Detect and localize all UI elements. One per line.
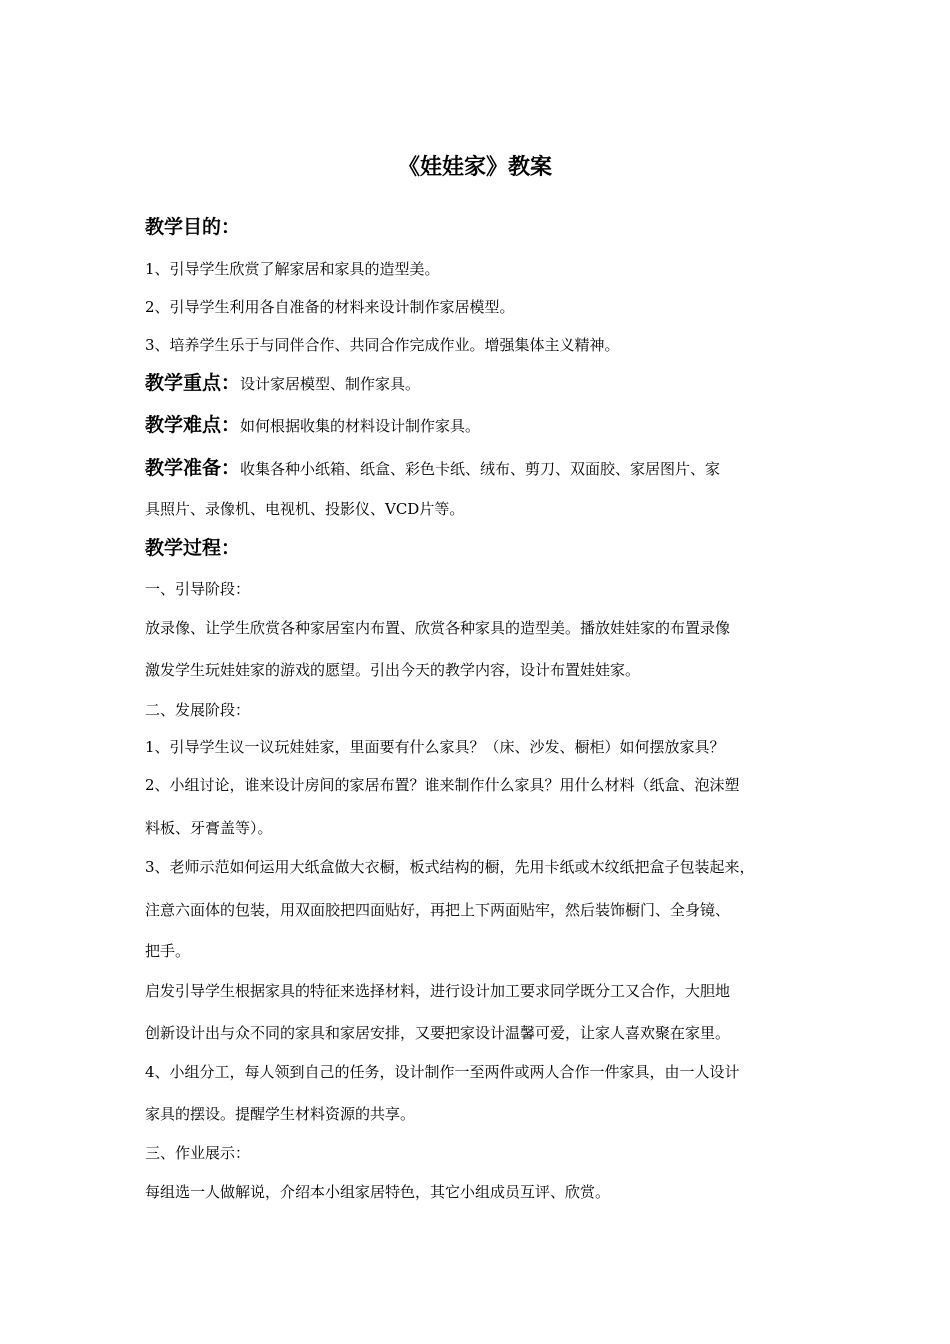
document-title: 《娃娃家》教案 bbox=[397, 155, 552, 180]
difficulty-text: 如何根据收集的材料设计制作家具。 bbox=[240, 417, 481, 435]
difficulty-heading: 教学难点： bbox=[145, 414, 241, 436]
key-point-text: 设计家居模型、制作家具。 bbox=[240, 375, 421, 393]
stage2-line-5: 注意六面体的包装，用双面胶把四面贴好，再把上下两面贴牢，然后装饰橱门、全身镜、 bbox=[145, 901, 731, 919]
objective-item-2: 2、引导学生利用各自准备的材料来设计制作家居模型。 bbox=[145, 298, 515, 316]
stage2-line-7: 启发引导学生根据家具的特征来选择材料，进行设计加工要求同学既分工又合作，大胆地 bbox=[145, 982, 731, 1000]
stage2-line-6: 把手。 bbox=[145, 942, 191, 960]
stage2-line-1: 1、引导学生议一议玩娃娃家，里面要有什么家具？（床、沙发、橱柜）如何摆放家具？ bbox=[145, 738, 725, 756]
stage2-line-9: 4、小组分工，每人领到自己的任务，设计制作一至两件或两人合作一件家具，由一人设计 bbox=[145, 1063, 740, 1081]
objective-item-1: 1、引导学生欣赏了解家居和家具的造型美。 bbox=[145, 260, 440, 278]
stage2-line-8: 创新设计出与众不同的家具和家居安排，又要把家设计温馨可爱，让家人喜欢聚在家里。 bbox=[145, 1024, 731, 1042]
stage2-title: 二、发展阶段： bbox=[145, 701, 251, 719]
stage3-title: 三、作业展示： bbox=[145, 1144, 251, 1162]
key-point-row bbox=[145, 373, 420, 394]
preparation-row bbox=[145, 458, 720, 479]
objectives-heading: 教学目的： bbox=[145, 216, 241, 238]
stage1-line-1: 放录像、让学生欣赏各种家居室内布置、欣赏各种家具的造型美。播放娃娃家的布置录像 bbox=[145, 619, 731, 637]
objective-item-3: 3、培养学生乐于与同伴合作、共同合作完成作业。增强集体主义精神。 bbox=[145, 336, 620, 354]
stage1-title: 一、引导阶段： bbox=[145, 580, 251, 598]
preparation-heading: 教学准备： bbox=[145, 457, 241, 479]
preparation-text-line1: 收集各种小纸箱、纸盒、彩色卡纸、绒布、剪刀、双面胶、家居图片、家 bbox=[240, 460, 721, 478]
process-heading: 教学过程： bbox=[145, 537, 241, 559]
stage2-line-4: 3、老师示范如何运用大纸盒做大衣橱，板式结构的橱，先用卡纸或木纹纸把盒子包装起来， bbox=[145, 858, 755, 876]
key-point-heading: 教学重点： bbox=[145, 372, 241, 394]
stage2-line-10: 家具的摆设。提醒学生材料资源的共享。 bbox=[145, 1105, 416, 1123]
stage2-line-2: 2、小组讨论，谁来设计房间的家居布置？谁来制作什么家具？用什么材料（纸盒、泡沫塑 bbox=[145, 776, 740, 794]
stage3-line-1: 每组选一人做解说，介绍本小组家居特色，其它小组成员互评、欣赏。 bbox=[145, 1183, 611, 1201]
difficulty-row bbox=[145, 415, 480, 436]
preparation-text-line2: 具照片、录像机、电视机、投影仪、VCD片等。 bbox=[145, 500, 465, 518]
stage2-line-3: 料板、牙膏盖等）。 bbox=[145, 819, 273, 837]
stage1-line-2: 激发学生玩娃娃家的游戏的愿望。引出今天的教学内容，设计布置娃娃家。 bbox=[145, 661, 641, 679]
